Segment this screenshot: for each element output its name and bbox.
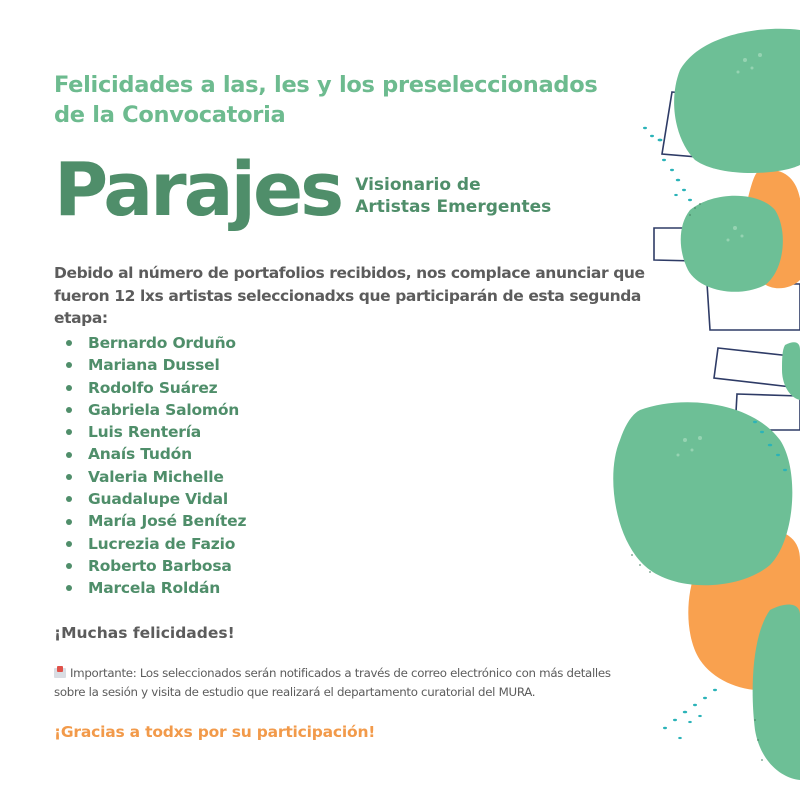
bullet-icon bbox=[66, 407, 72, 413]
artist-name: Anaís Tudón bbox=[88, 445, 192, 464]
outline-rect-5 bbox=[735, 394, 800, 430]
thanks-text: ¡Gracias a todxs por su participación! bbox=[54, 723, 376, 741]
list-item bbox=[66, 354, 246, 376]
artist-name: Lucrezia de Fazio bbox=[88, 534, 236, 553]
list-item bbox=[66, 399, 246, 421]
list-item bbox=[66, 377, 246, 399]
intro-line-1: Debido al número de portafolios recibidos, nos complace anunciar que bbox=[54, 264, 645, 282]
artist-name: Marcela Roldán bbox=[88, 579, 221, 598]
outline-rect-2 bbox=[654, 228, 742, 262]
list-item bbox=[66, 555, 246, 577]
artist-name: Mariana Dussel bbox=[88, 356, 220, 375]
bullet-icon bbox=[66, 452, 72, 458]
brand-subtitle-line-1: Visionario de bbox=[355, 175, 481, 195]
incoming-envelope-icon bbox=[54, 668, 66, 678]
brand-subtitle bbox=[355, 174, 551, 218]
bullet-icon bbox=[66, 541, 72, 547]
bullet-icon bbox=[66, 340, 72, 346]
bullet-icon bbox=[66, 519, 72, 525]
outline-rect-4 bbox=[714, 348, 800, 388]
brand-name: Parajes bbox=[54, 147, 342, 233]
intro-line-2: fueron 12 lxs artistas seleccionadxs que participarán de esta segunda etapa: bbox=[54, 286, 641, 327]
artist-name: Valeria Michelle bbox=[88, 467, 224, 486]
important-line-1 bbox=[54, 664, 654, 683]
brand-logo bbox=[54, 147, 552, 233]
headline bbox=[54, 70, 654, 130]
bullet-icon bbox=[66, 563, 72, 569]
artist-name: Luis Rentería bbox=[88, 423, 202, 442]
important-line-2: sobre la sesión y visita de estudio que realizará el departamento curatorial del MURA. bbox=[54, 685, 536, 699]
artist-name: María José Benítez bbox=[88, 512, 247, 531]
bullet-icon bbox=[66, 362, 72, 368]
headline-line-2: de la Convocatoria bbox=[54, 102, 286, 128]
bullet-icon bbox=[66, 429, 72, 435]
bullet-icon bbox=[66, 585, 72, 591]
intro-paragraph bbox=[54, 262, 674, 330]
list-item bbox=[66, 466, 246, 488]
list-item bbox=[66, 443, 246, 465]
bullet-icon bbox=[66, 496, 72, 502]
important-notice bbox=[54, 664, 654, 702]
important-text-1: Importante: Los seleccionados serán notificados a través de correo electrónico con más detalles bbox=[70, 666, 611, 680]
artist-name: Guadalupe Vidal bbox=[88, 490, 229, 509]
brand-subtitle-line-2: Artistas Emergentes bbox=[355, 197, 552, 217]
artist-name: Bernardo Orduño bbox=[88, 334, 236, 352]
congrats-text: ¡Muchas felicidades! bbox=[54, 624, 235, 642]
list-item bbox=[66, 577, 246, 599]
artist-name: Rodolfo Suárez bbox=[88, 378, 218, 397]
list-item bbox=[66, 421, 246, 443]
outline-rect-3 bbox=[707, 283, 800, 330]
list-item bbox=[66, 332, 246, 354]
bullet-icon bbox=[66, 474, 72, 480]
list-item bbox=[66, 488, 246, 510]
list-item bbox=[66, 533, 246, 555]
headline-line-1: Felicidades a las, les y los preseleccionados bbox=[54, 72, 598, 98]
artist-name: Roberto Barbosa bbox=[88, 556, 232, 575]
list-item bbox=[66, 510, 246, 532]
artist-name: Gabriela Salomón bbox=[88, 400, 240, 419]
bullet-icon bbox=[66, 385, 72, 391]
artist-list bbox=[66, 332, 246, 600]
outline-rect-1 bbox=[662, 92, 760, 162]
